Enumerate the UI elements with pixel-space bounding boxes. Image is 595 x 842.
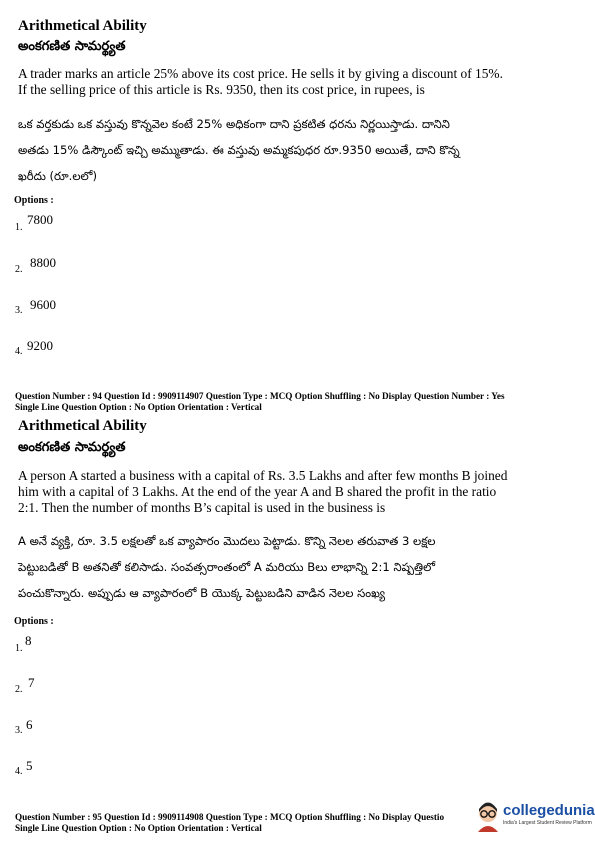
question-line-te: పంచుకొన్నారు. అప్పుడు ఆ వ్యాపారంలో B యొక్క పెట్టుబడిని వాడిన నెలల సంఖ్య [18, 586, 386, 600]
option-number: 4. [15, 346, 23, 357]
option-value[interactable]: 9600 [30, 297, 56, 312]
logo-mascot-icon [475, 802, 501, 832]
question-meta [15, 812, 485, 834]
option-number: 3. [15, 305, 23, 316]
option-number: 2. [15, 264, 23, 275]
question-text-en [18, 66, 573, 98]
section-title-telugu: అంకగణిత సామర్థ్యత [18, 440, 126, 455]
question-line: 2:1. Then the number of months B’s capital is used in the business is [18, 500, 386, 515]
option-value[interactable]: 6 [26, 717, 33, 732]
question-line: him with a capital of 3 Lakhs. At the end of the year A and B shared the profit in the ratio [18, 484, 497, 499]
question-text-en [18, 468, 573, 516]
section-title: Arithmetical Ability [18, 18, 147, 34]
question-text-te [18, 111, 578, 189]
question-line: If the selling price of this article is Rs. 9350, then its cost price, in rupees, is [18, 82, 425, 97]
question-line-te: ఒక వర్తకుడు ఒక వస్తువు కొన్నవెల కంటే 25% అధికంగా దాని ప్రకటిత ధరను నిర్ణయిస్తాడు. దానిని [18, 117, 450, 131]
option-number: 3. [15, 725, 23, 736]
question-line-te: అతడు 15% డిస్కౌంట్ ఇచ్చి అమ్ముతాడు. ఈ వస్తువు అమ్మకపుధర రూ.9350 అయితే, దాని కొన్న [18, 143, 460, 157]
option-number: 1. [15, 222, 23, 233]
section-title: Arithmetical Ability [18, 418, 147, 434]
option-value[interactable]: 9200 [27, 338, 53, 353]
option-value[interactable]: 7 [28, 675, 35, 690]
meta-line: Single Line Question Option : No Option Orientation : Vertical [15, 823, 262, 833]
question-line: A trader marks an article 25% above its cost price. He sells it by giving a discount of 15%. [18, 66, 503, 81]
option-value[interactable]: 5 [26, 758, 33, 773]
question-line: A person A started a business with a capital of Rs. 3.5 Lakhs and after few months B joined [18, 468, 508, 483]
options-label: Options : [14, 616, 54, 627]
section-title-telugu: అంకగణిత సామర్థ్యత [18, 39, 126, 54]
option-value[interactable]: 7800 [27, 212, 53, 227]
option-value[interactable]: 8800 [30, 255, 56, 270]
question-line-te: ఖరీదు (రూ.లలో) [18, 169, 98, 183]
option-number: 2. [15, 684, 23, 695]
logo-tagline: India's Largest Student Review Platform [503, 820, 592, 826]
meta-line: Question Number : 95 Question Id : 9909114908 Question Type : MCQ Option Shuffling : No Display Questio [15, 812, 445, 822]
collegedunia-logo[interactable] [475, 800, 593, 834]
meta-line: Question Number : 94 Question Id : 9909114907 Question Type : MCQ Option Shuffling : No Display Question Number : Yes [15, 391, 505, 401]
option-number: 4. [15, 766, 23, 777]
question-text-te [18, 528, 578, 606]
question-meta [15, 391, 575, 413]
option-value[interactable]: 8 [25, 633, 32, 648]
meta-line: Single Line Question Option : No Option Orientation : Vertical [15, 402, 262, 412]
question-line-te: పెట్టుబడితో B అతనితో కలిసాడు. సంవత్సరాంతంలో A మరియు Bలు లాభాన్ని 2:1 నిష్పత్తిలో [18, 560, 436, 574]
logo-wordmark: collegedunia [503, 802, 595, 819]
question-line-te: A అనే వ్యక్తి, రూ. 3.5 లక్షలతో ఒక వ్యాపారం మొదలు పెట్టాడు. కొన్ని నెలల తరువాత 3 లక్షల [18, 534, 436, 548]
options-label: Options : [14, 195, 54, 206]
option-number: 1. [15, 643, 23, 654]
